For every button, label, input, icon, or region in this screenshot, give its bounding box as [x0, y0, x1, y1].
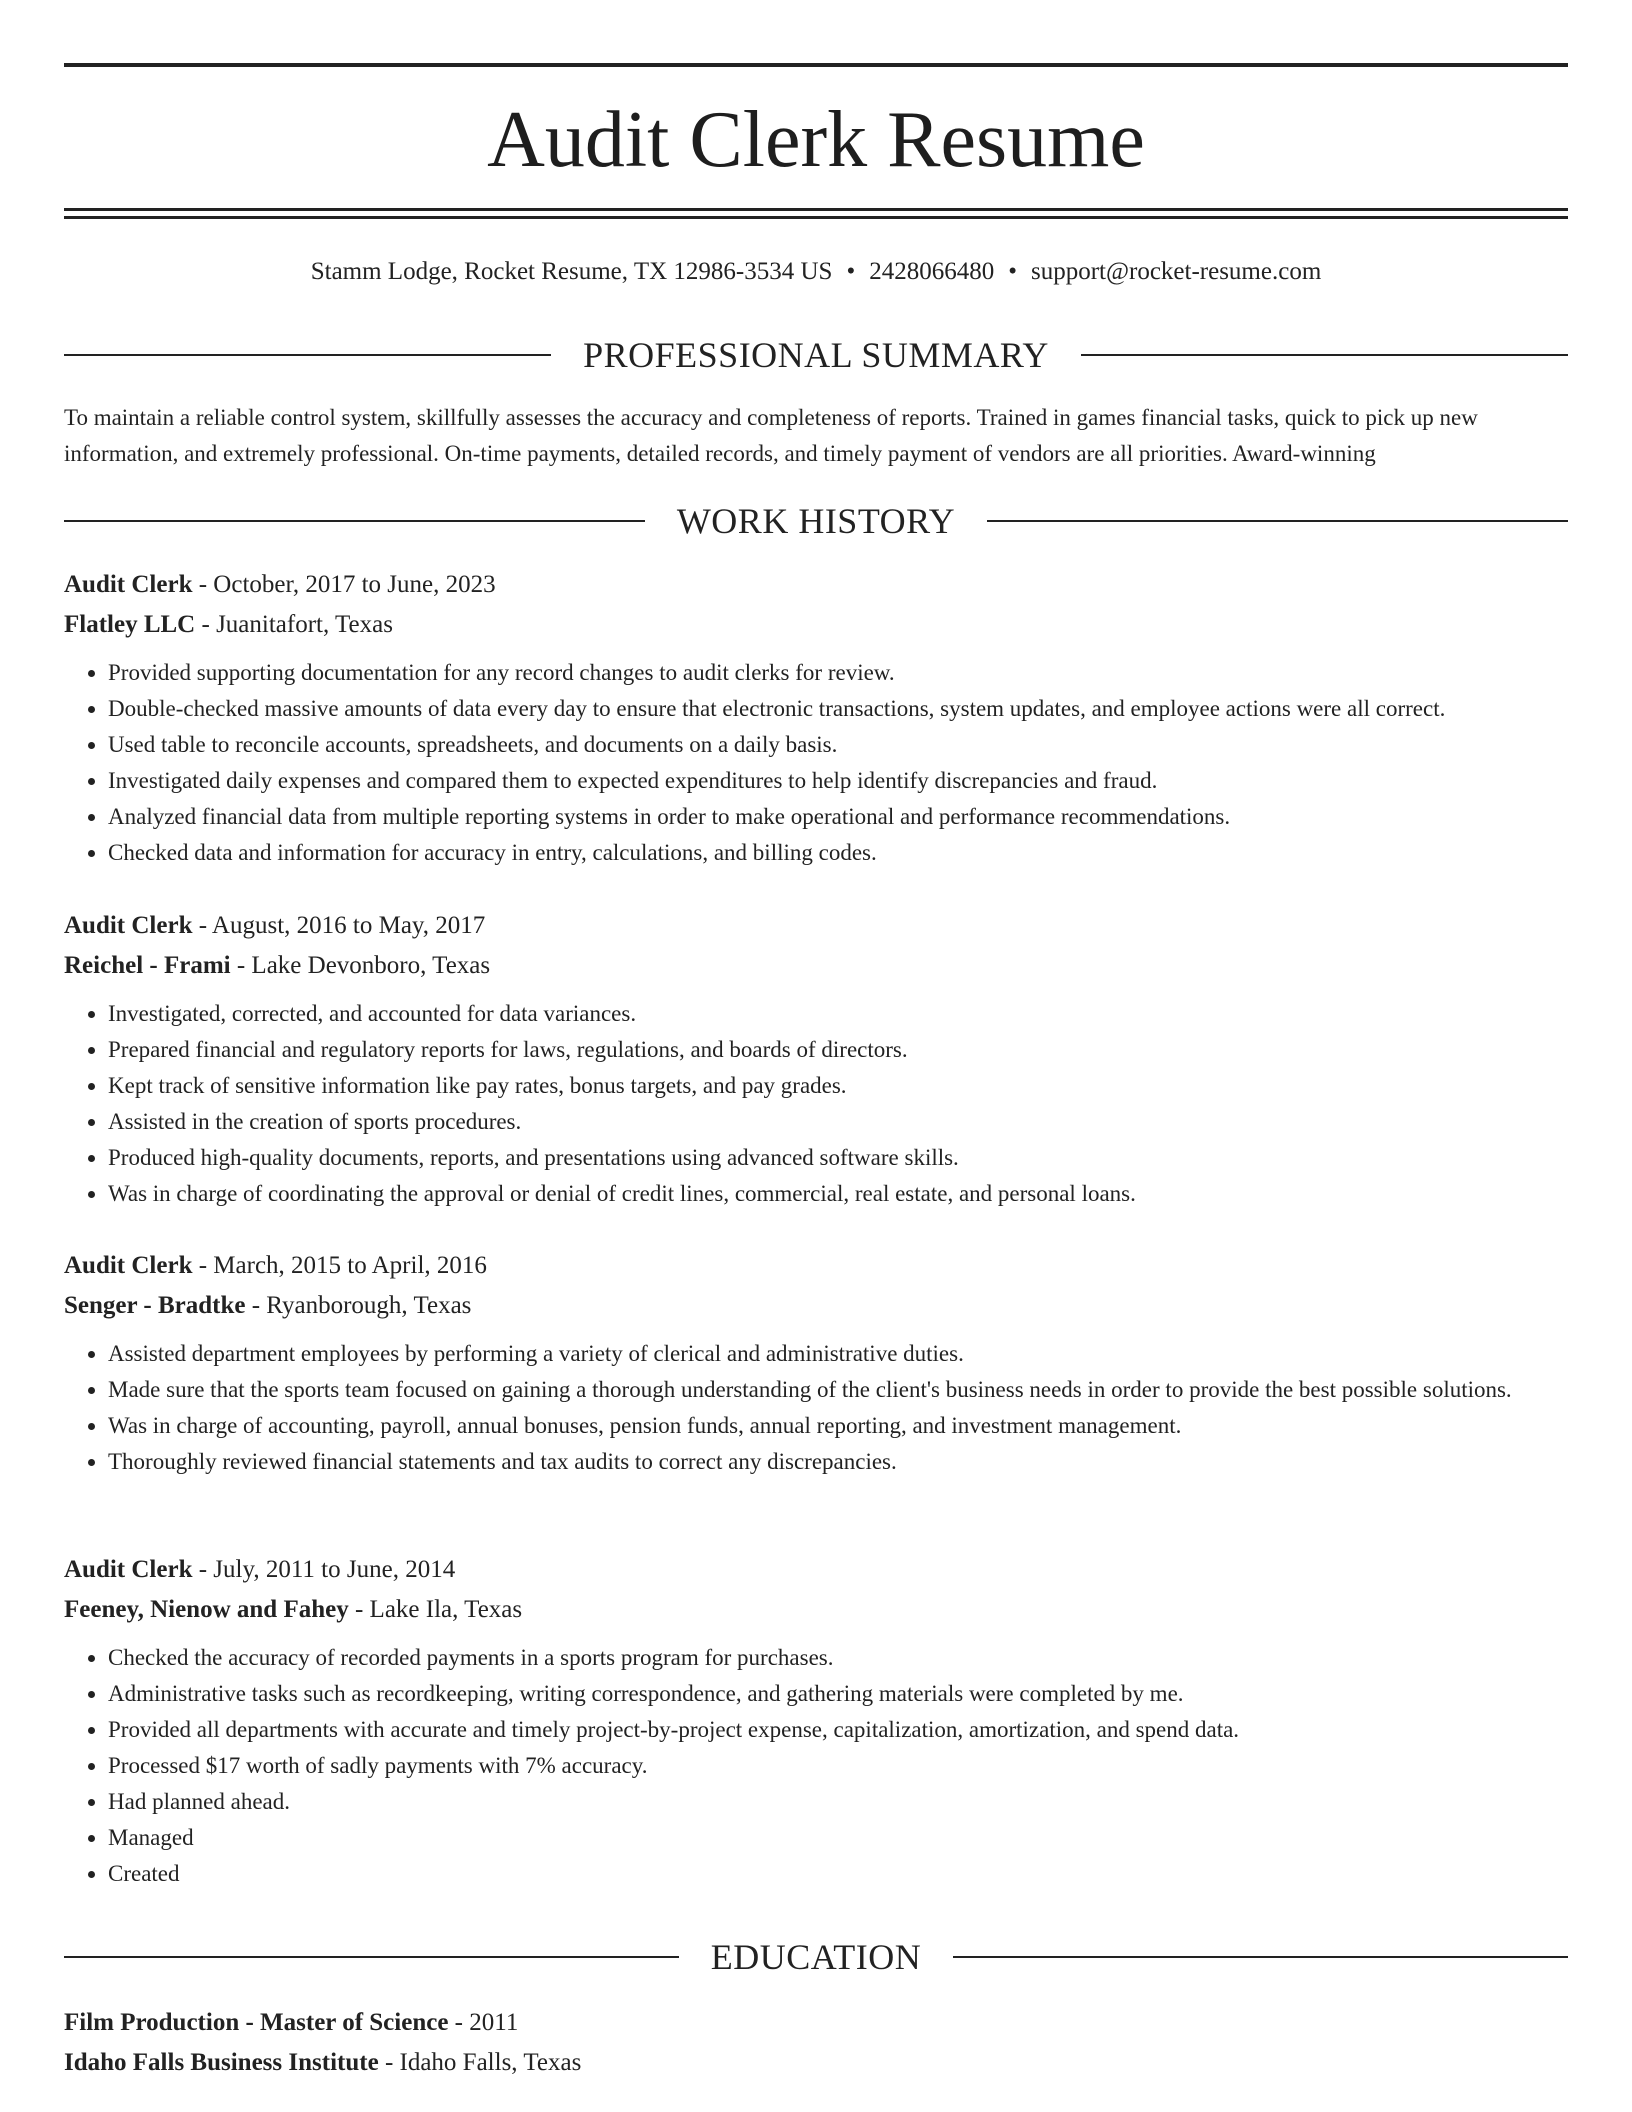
- list-item: • Investigated daily expenses and compared them to expected expenditures to help identify discrepancies and fraud.: [108, 763, 1568, 799]
- list-item: • Provided all departments with accurate and timely project-by-project expense, capitalization, amortization, and spend data.: [108, 1712, 1568, 1748]
- degree-line: [64, 2003, 1568, 2043]
- section-heading-education: [64, 1935, 1568, 1979]
- job-company-line: [64, 946, 1568, 986]
- list-item: • Assisted in the creation of sports procedures.: [108, 1104, 1568, 1140]
- list-item: • Processed $17 worth of sadly payments with 7% accuracy.: [108, 1748, 1568, 1784]
- job-company-line: [64, 1286, 1568, 1326]
- job-company: Senger - Bradtke: [64, 1292, 246, 1319]
- title-rule-upper: [64, 208, 1568, 211]
- heading-rule: [64, 520, 645, 522]
- job-entry: [64, 1246, 1568, 1480]
- job-location: - Juanitafort, Texas: [195, 611, 393, 638]
- contact-phone: 2428066480: [869, 258, 995, 285]
- job-title: Audit Clerk: [64, 1252, 193, 1279]
- list-item: • Was in charge of accounting, payroll, annual bonuses, pension funds, annual reporting, and investment management.: [108, 1408, 1568, 1444]
- job-dates: - March, 2015 to April, 2016: [192, 1252, 487, 1279]
- list-item: • Produced high-quality documents, reports, and presentations using advanced software skills.: [108, 1140, 1568, 1176]
- list-item: • Checked data and information for accuracy in entry, calculations, and billing codes.: [108, 835, 1568, 871]
- section-title: PROFESSIONAL SUMMARY: [583, 335, 1049, 375]
- list-item: • Assisted department employees by performing a variety of clerical and administrative duties.: [108, 1336, 1568, 1372]
- list-item: • Double-checked massive amounts of data every day to ensure that electronic transactions, system updates, and employee actions were all correct.: [108, 691, 1568, 727]
- job-entry: [64, 906, 1568, 1212]
- heading-rule: [953, 1956, 1568, 1958]
- job-dates: - August, 2016 to May, 2017: [192, 912, 486, 939]
- degree: Film Production - Master of Science: [64, 2009, 449, 2036]
- job-bullets: [64, 655, 1568, 871]
- job-dates: - July, 2011 to June, 2014: [192, 1556, 456, 1583]
- job-company-line: [64, 605, 1568, 645]
- list-item: • Managed: [108, 1820, 1568, 1856]
- job-company: Feeney, Nienow and Fahey: [64, 1596, 349, 1623]
- job-title: Audit Clerk: [64, 1556, 193, 1583]
- education-entry: [64, 2003, 1568, 2083]
- heading-rule: [64, 354, 551, 356]
- list-item: • Investigated, corrected, and accounted for data variances.: [108, 996, 1568, 1032]
- summary-text: To maintain a reliable control system, skillfully assesses the accuracy and completeness of reports. Trained in games financial tasks, quick to pick up new information, and extremely professional. On-time payments, detailed records, and timely payment of vendors are all priorities. Award-winning: [64, 405, 1478, 466]
- top-rule: [64, 63, 1568, 67]
- job-title-line: [64, 1246, 1568, 1286]
- heading-rule: [64, 1956, 679, 1958]
- section-heading-summary: [64, 333, 1568, 377]
- job-title: Audit Clerk: [64, 571, 193, 598]
- job-company: Reichel - Frami: [64, 952, 231, 979]
- list-item: • Made sure that the sports team focused on gaining a thorough understanding of the client's business needs in order to provide the best possible solutions.: [108, 1372, 1568, 1408]
- job-location: - Ryanborough, Texas: [245, 1292, 472, 1319]
- list-item: • Had planned ahead.: [108, 1784, 1568, 1820]
- list-item: • Prepared financial and regulatory reports for laws, regulations, and boards of directors.: [108, 1032, 1568, 1068]
- job-title: Audit Clerk: [64, 912, 193, 939]
- contact-separator: •: [846, 258, 856, 285]
- list-item: • Kept track of sensitive information like pay rates, bonus targets, and pay grades.: [108, 1068, 1568, 1104]
- section-title: WORK HISTORY: [676, 501, 956, 541]
- job-title-line: [64, 906, 1568, 946]
- list-item: • Created: [108, 1856, 1568, 1892]
- page-title: Audit Clerk Resume: [487, 96, 1145, 184]
- job-title-line: [64, 565, 1568, 605]
- school-name: Idaho Falls Business Institute: [64, 2049, 379, 2076]
- list-item: • Used table to reconcile accounts, spreadsheets, and documents on a daily basis.: [108, 727, 1568, 763]
- job-company: Flatley LLC: [64, 611, 196, 638]
- list-item: • Analyzed financial data from multiple reporting systems in order to make operational and performance recommendations.: [108, 799, 1568, 835]
- contact-separator: •: [1008, 258, 1017, 285]
- list-item: • Was in charge of coordinating the approval or denial of credit lines, commercial, real estate, and personal loans.: [108, 1176, 1568, 1212]
- heading-rule: [1081, 354, 1568, 356]
- heading-rule: [987, 520, 1568, 522]
- job-location: - Lake Devonboro, Texas: [230, 952, 491, 979]
- section-title: EDUCATION: [710, 1937, 922, 1977]
- list-item: • Checked the accuracy of recorded payments in a sports program for purchases.: [108, 1640, 1568, 1676]
- job-bullets: [64, 1336, 1568, 1480]
- list-item: • Administrative tasks such as recordkeeping, writing correspondence, and gathering materials were completed by me.: [108, 1676, 1568, 1712]
- job-title-line: [64, 1550, 1568, 1590]
- job-entry: [64, 565, 1568, 871]
- job-dates: - October, 2017 to June, 2023: [192, 571, 496, 598]
- list-item: • Provided supporting documentation for any record changes to audit clerks for review.: [108, 655, 1568, 691]
- job-entry: [64, 1550, 1568, 1892]
- job-location: - Lake Ila, Texas: [348, 1596, 523, 1623]
- section-heading-work: [64, 499, 1568, 543]
- school-location: - Idaho Falls, Texas: [378, 2049, 582, 2076]
- title-rule-lower: [64, 216, 1568, 219]
- contact-address: Stamm Lodge, Rocket Resume, TX 12986-3534 US: [310, 258, 833, 285]
- contact-line: [64, 255, 1568, 289]
- job-company-line: [64, 1590, 1568, 1630]
- degree-year: - 2011: [448, 2009, 519, 2036]
- contact-email: support@rocket-resume.com: [1030, 258, 1322, 285]
- list-item: • Thoroughly reviewed financial statements and tax audits to correct any discrepancies.: [108, 1444, 1568, 1480]
- job-bullets: [64, 1640, 1568, 1892]
- school-line: [64, 2043, 1568, 2083]
- job-bullets: [64, 996, 1568, 1212]
